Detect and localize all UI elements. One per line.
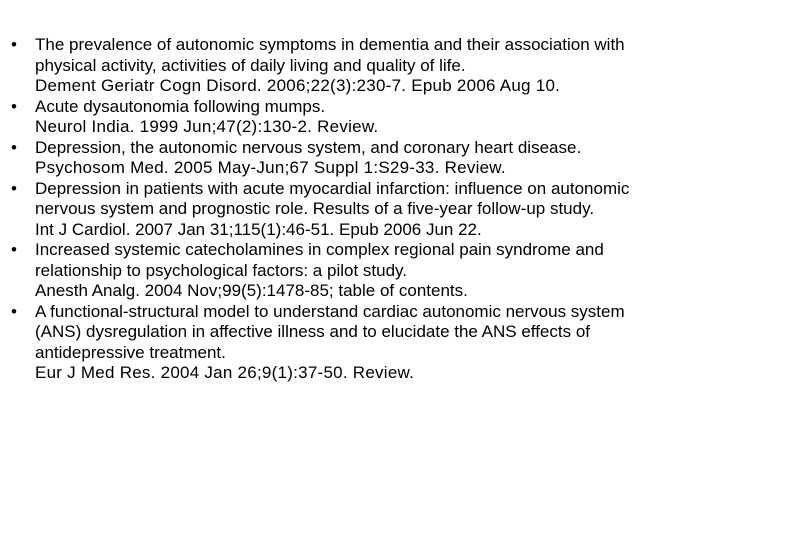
bullet-icon: • (11, 240, 17, 259)
reference-citation: Int J Cardiol. 2007 Jan 31;115(1):46-51. Epub 2006 Jun 22. (35, 219, 482, 239)
reference-item (0, 35, 810, 97)
reference-title-line: antidepressive treatment. (35, 342, 226, 362)
reference-citation: Psychosom Med. 2005 May-Jun;67 Suppl 1:S29-33. Review. (35, 158, 506, 177)
reference-citation: Neurol India. 1999 Jun;47(2):130-2. Review. (35, 117, 379, 136)
reference-title-line: Depression in patients with acute myocardial infarction: influence on autonomic (35, 178, 630, 198)
bullet-icon: • (11, 137, 17, 157)
reference-title-line: nervous system and prognostic role. Results of a five-year follow-up study. (35, 199, 595, 218)
reference-title-line: Acute dysautonomia following mumps. (35, 96, 326, 116)
reference-item (0, 138, 810, 179)
reference-item (0, 302, 810, 384)
bullet-icon: • (11, 178, 17, 198)
bullet-icon: • (11, 301, 17, 321)
reference-citation: Eur J Med Res. 2004 Jan 26;9(1):37-50. Review. (35, 363, 415, 382)
reference-citation: Dement Geriatr Cogn Disord. 2006;22(3):230-7. Epub 2006 Aug 10. (35, 76, 561, 95)
reference-title-line: relationship to psychological factors: a pilot study. (35, 260, 407, 280)
reference-title-line: Increased systemic catecholamines in complex regional pain syndrome and (35, 240, 604, 259)
reference-title-line: A functional-structural model to understand cardiac autonomic nervous system (35, 301, 625, 321)
reference-title-line: (ANS) dysregulation in affective illness and to elucidate the ANS effects of (35, 322, 591, 341)
reference-list (0, 35, 810, 384)
reference-item (0, 179, 810, 241)
reference-title-line: physical activity, activities of daily living and quality of life. (35, 55, 466, 75)
bullet-icon: • (11, 96, 17, 116)
reference-title-line: Depression, the autonomic nervous system, and coronary heart disease. (35, 137, 582, 157)
reference-item (0, 97, 810, 138)
reference-item (0, 240, 810, 302)
reference-citation: Anesth Analg. 2004 Nov;99(5):1478-85; table of contents. (35, 281, 468, 300)
reference-title-line: The prevalence of autonomic symptoms in dementia and their association with (35, 35, 625, 54)
bullet-icon: • (11, 35, 17, 54)
